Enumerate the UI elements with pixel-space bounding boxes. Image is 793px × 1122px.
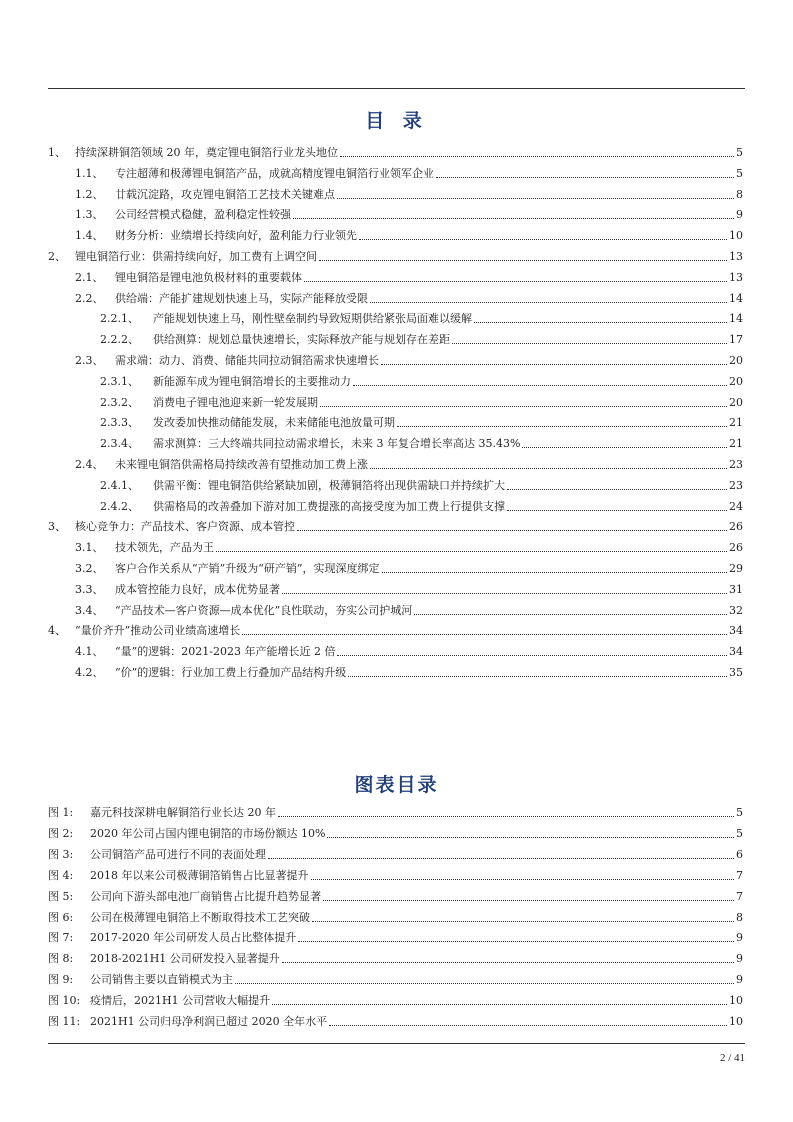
figure-entry[interactable]: [48, 821, 743, 841]
entry-page-number: 9: [736, 931, 743, 945]
entry-number: 图 3:: [48, 847, 74, 861]
toc-entry[interactable]: [48, 348, 743, 368]
entry-text: 2017-2020 年公司研发人员占比整体提升: [90, 931, 297, 945]
dot-leader: [278, 816, 734, 817]
dot-leader: [293, 218, 734, 219]
entry-number: 3.1、: [75, 541, 104, 555]
dot-leader: [474, 322, 727, 323]
entry-text: 2018-2021H1 公司研发投入显著提升: [90, 952, 280, 966]
dot-leader: [329, 1025, 727, 1026]
dot-leader: [268, 858, 734, 859]
toc-entry[interactable]: [48, 639, 743, 659]
entry-number: 4.2、: [75, 666, 104, 679]
entry-page-number: 17: [729, 333, 743, 347]
toc-entry[interactable]: [48, 182, 743, 202]
entry-page-number: 31: [729, 582, 743, 596]
entry-page-number: 5: [736, 826, 743, 840]
entry-text: 消费电子锂电池迎来新一轮发展期: [153, 395, 318, 409]
dot-leader: [327, 837, 734, 838]
entry-page-number: 5: [736, 806, 743, 819]
dot-leader: [323, 900, 734, 901]
entry-text: 公司铜箔产品可进行不同的表面处理: [90, 847, 266, 861]
toc-entry[interactable]: [48, 244, 743, 264]
entry-number: 1.4、: [75, 229, 104, 243]
entry-number: 图 6:: [48, 910, 74, 924]
entry-text: 公司在极薄锂电铜箔上不断取得技术工艺突破: [90, 910, 310, 924]
figure-entry[interactable]: [48, 946, 743, 966]
entry-number: 图 11:: [48, 1015, 81, 1028]
dot-leader: [216, 551, 727, 552]
figure-entry[interactable]: [48, 863, 743, 883]
figure-entry[interactable]: [48, 884, 743, 904]
entry-text: 需求测算：三大终端共同拉动需求增长，未来 3 年复合增长率高达 35.43%: [153, 437, 521, 451]
entry-number: 2.3.3、: [100, 416, 139, 430]
entry-page-number: 26: [729, 541, 743, 555]
toc-entry[interactable]: [48, 452, 743, 472]
entry-text: 发改委加快推动储能发展，未来储能电池放量可期: [153, 416, 395, 430]
dot-leader: [381, 364, 727, 365]
entry-page-number: 10: [729, 1015, 743, 1028]
entry-text: 新能源车成为锂电铜箔增长的主要推动力: [153, 374, 351, 388]
entry-number: 2.4.1、: [100, 478, 139, 492]
toc-entry[interactable]: [48, 410, 743, 430]
figure-entry[interactable]: [48, 988, 743, 1008]
entry-text: 2020 年公司占国内锂电铜箔的市场份额达 10%: [90, 826, 326, 840]
toc-entry[interactable]: [48, 473, 743, 493]
dot-leader: [319, 260, 727, 261]
dot-leader: [397, 426, 727, 427]
entry-page-number: 10: [729, 994, 743, 1008]
toc-entry[interactable]: [48, 306, 743, 326]
dot-leader: [242, 634, 727, 635]
entry-number: 1.1、: [75, 166, 104, 180]
entry-page-number: 20: [729, 354, 743, 367]
entry-text: “量价齐升”推动公司业绩高速增长: [75, 624, 241, 638]
entry-number: 图 4:: [48, 868, 74, 882]
entry-page-number: 8: [736, 910, 743, 924]
figure-entry[interactable]: [48, 842, 743, 862]
entry-text: 嘉元科技深耕电解铜箔行业长达 20 年: [90, 806, 276, 819]
toc-entry[interactable]: [48, 514, 743, 534]
entry-text: 专注超薄和极薄锂电铜箔产品，成就高精度锂电铜箔行业领军企业: [115, 166, 434, 180]
entry-page-number: 21: [729, 437, 743, 451]
toc-entry[interactable]: [48, 390, 743, 410]
top-rule: [48, 88, 745, 89]
entry-number: 图 1:: [48, 806, 74, 819]
entry-text: 锂电铜箔是锂电池负极材料的重要载体: [115, 270, 302, 284]
dot-leader: [337, 198, 734, 199]
dot-leader: [382, 572, 728, 573]
entry-page-number: 29: [729, 562, 743, 575]
entry-text: 未来锂电铜箔供需格局持续改善有望推动加工费上涨: [115, 458, 368, 471]
entry-text: 持续深耕铜箔领域 20 年，奠定锂电铜箔行业龙头地位: [75, 146, 338, 159]
figure-entry[interactable]: [48, 967, 743, 987]
dot-leader: [522, 447, 727, 448]
toc-entry[interactable]: [48, 494, 743, 514]
toc-entry[interactable]: [48, 577, 743, 597]
entry-text: 公司向下游头部电池厂商销售占比提升趋势显著: [90, 889, 321, 903]
figure-entry[interactable]: [48, 905, 743, 925]
entry-page-number: 14: [729, 291, 743, 305]
dot-leader: [353, 385, 727, 386]
dot-leader: [359, 239, 727, 240]
entry-text: 供给测算：规划总量快速增长，实际释放产能与规划存在差距: [153, 333, 450, 347]
entry-text: 客户合作关系从“产销”升级为“研产销”，实现深度绑定: [115, 562, 380, 575]
entry-text: 供给端：产能扩建规划快速上马，实际产能释放受限: [115, 291, 368, 305]
entry-number: 2.2.2、: [100, 333, 139, 347]
dot-leader: [452, 343, 727, 344]
bottom-rule: [48, 1043, 745, 1044]
entry-text: 需求端：动力、消费、储能共同拉动铜箔需求快速增长: [115, 354, 379, 367]
toc-entry[interactable]: [48, 618, 743, 638]
toc-entry[interactable]: [48, 369, 743, 389]
entry-page-number: 23: [729, 458, 743, 471]
entry-page-number: 14: [729, 312, 743, 326]
entry-page-number: 13: [729, 250, 743, 263]
entry-page-number: 5: [736, 166, 743, 180]
entry-page-number: 10: [729, 229, 743, 243]
toc-entry[interactable]: [48, 660, 743, 680]
entry-text: 产能规划快速上马，刚性壁垒制约导致短期供给紧张局面难以缓解: [153, 312, 472, 326]
entry-text: 技术领先，产品为王: [115, 541, 214, 555]
entry-number: 图 8:: [48, 952, 74, 966]
dot-leader: [370, 468, 727, 469]
entry-number: 2.3.1、: [100, 374, 139, 388]
dot-leader: [297, 530, 727, 531]
entry-text: “量”的逻辑：2021-2023 年产能增长近 2 倍: [115, 645, 336, 659]
toc-entry[interactable]: [48, 140, 743, 160]
dot-leader: [235, 983, 734, 984]
dot-leader: [348, 676, 727, 677]
entry-number: 4.1、: [75, 645, 104, 659]
entry-text: 供需平衡：锂电铜箔供给紧缺加剧，极薄铜箔将出现供需缺口并持续扩大: [153, 478, 505, 492]
toc-entry[interactable]: [48, 556, 743, 576]
entry-page-number: 13: [729, 270, 743, 284]
figure-entry[interactable]: [48, 800, 743, 820]
dot-leader: [282, 593, 727, 594]
entry-number: 2.3、: [75, 354, 104, 367]
entry-number: 3.4、: [75, 603, 104, 617]
entry-text: 财务分析：业绩增长持续向好，盈利能力行业领先: [115, 229, 357, 243]
entry-page-number: 24: [729, 499, 743, 513]
entry-page-number: 7: [736, 868, 743, 882]
entry-page-number: 34: [729, 645, 743, 659]
figure-list-title: 图表目录: [354, 774, 439, 796]
entry-number: 3、: [48, 520, 66, 534]
figure-entry[interactable]: [48, 925, 743, 945]
dot-leader: [507, 489, 727, 490]
dot-leader: [414, 614, 727, 615]
entry-text: 成本管控能力良好，成本优势显著: [115, 582, 280, 596]
entry-number: 2.3.4、: [100, 437, 139, 451]
entry-text: 公司销售主要以直销模式为主: [90, 973, 233, 987]
entry-page-number: 21: [729, 416, 743, 430]
entry-number: 1、: [48, 146, 66, 159]
entry-number: 3.3、: [75, 582, 104, 596]
toc-entry[interactable]: [48, 598, 743, 618]
entry-page-number: 9: [736, 973, 743, 987]
entry-text: 2021H1 公司归母净利润已超过 2020 全年水平: [90, 1015, 328, 1028]
entry-number: 2.2、: [75, 291, 104, 305]
entry-page-number: 20: [729, 374, 743, 388]
entry-page-number: 6: [736, 847, 743, 861]
entry-page-number: 8: [736, 187, 743, 201]
dot-leader: [320, 406, 727, 407]
toc-title: 目 录: [365, 110, 428, 132]
entry-text: 公司经营模式稳健，盈利稳定性较强: [115, 208, 291, 222]
entry-page-number: 9: [736, 952, 743, 966]
entry-number: 2.1、: [75, 270, 104, 284]
dot-leader: [304, 281, 727, 282]
entry-text: 供需格局的改善叠加下游对加工费提涨的高接受度为加工费上行提供支撑: [153, 499, 505, 513]
dot-leader: [282, 962, 734, 963]
entry-page-number: 34: [729, 624, 743, 638]
entry-number: 图 7:: [48, 931, 74, 945]
toc-entry[interactable]: [48, 327, 743, 347]
entry-number: 图 2:: [48, 826, 74, 840]
dot-leader: [272, 1004, 727, 1005]
page-indicator: 2 / 41: [719, 1052, 745, 1064]
dot-leader: [312, 921, 734, 922]
entry-text: 疫情后，2021H1 公司营收大幅提升: [90, 994, 271, 1008]
dot-leader: [507, 510, 727, 511]
entry-number: 2.3.2、: [100, 395, 139, 409]
dot-leader: [337, 655, 727, 656]
toc-entry[interactable]: [48, 431, 743, 451]
toc-entry[interactable]: [48, 535, 743, 555]
entry-number: 1.3、: [75, 208, 104, 222]
dot-leader: [436, 177, 734, 178]
entry-page-number: 35: [729, 666, 743, 679]
entry-text: 核心竞争力：产品技术、客户资源、成本管控: [75, 520, 295, 534]
toc-entry[interactable]: [48, 223, 743, 243]
entry-number: 2.4、: [75, 458, 104, 471]
entry-number: 图 9:: [48, 973, 74, 987]
entry-text: “产品技术—客户资源—成本优化”良性联动，夯实公司护城河: [115, 603, 413, 617]
entry-text: 2018 年以来公司极薄铜箔销售占比显著提升: [90, 868, 309, 882]
entry-page-number: 23: [729, 478, 743, 492]
entry-page-number: 5: [736, 146, 743, 159]
figure-entry[interactable]: [48, 1009, 743, 1029]
entry-page-number: 32: [729, 603, 743, 617]
toc-entry[interactable]: [48, 161, 743, 181]
dot-leader: [340, 156, 734, 157]
dot-leader: [370, 302, 727, 303]
entry-number: 图 5:: [48, 889, 74, 903]
entry-number: 2、: [48, 250, 66, 263]
dot-leader: [298, 941, 734, 942]
entry-number: 2.4.2、: [100, 499, 139, 513]
entry-number: 4、: [48, 624, 66, 638]
toc-entry[interactable]: [48, 265, 743, 285]
entry-page-number: 9: [736, 208, 743, 222]
entry-text: 锂电铜箔行业：供需持续向好，加工费有上调空间: [75, 250, 317, 263]
toc-entry[interactable]: [48, 202, 743, 222]
entry-number: 1.2、: [75, 187, 104, 201]
entry-page-number: 20: [729, 395, 743, 409]
entry-page-number: 7: [736, 889, 743, 903]
entry-text: 廿载沉淀路，攻克锂电铜箔工艺技术关键难点: [115, 187, 335, 201]
entry-text: “价”的逻辑：行业加工费上行叠加产品结构升级: [115, 666, 347, 679]
entry-number: 3.2、: [75, 562, 104, 575]
entry-page-number: 26: [729, 520, 743, 534]
toc-entry[interactable]: [48, 286, 743, 306]
entry-number: 图 10:: [48, 994, 81, 1008]
entry-number: 2.2.1、: [100, 312, 139, 326]
dot-leader: [311, 879, 735, 880]
